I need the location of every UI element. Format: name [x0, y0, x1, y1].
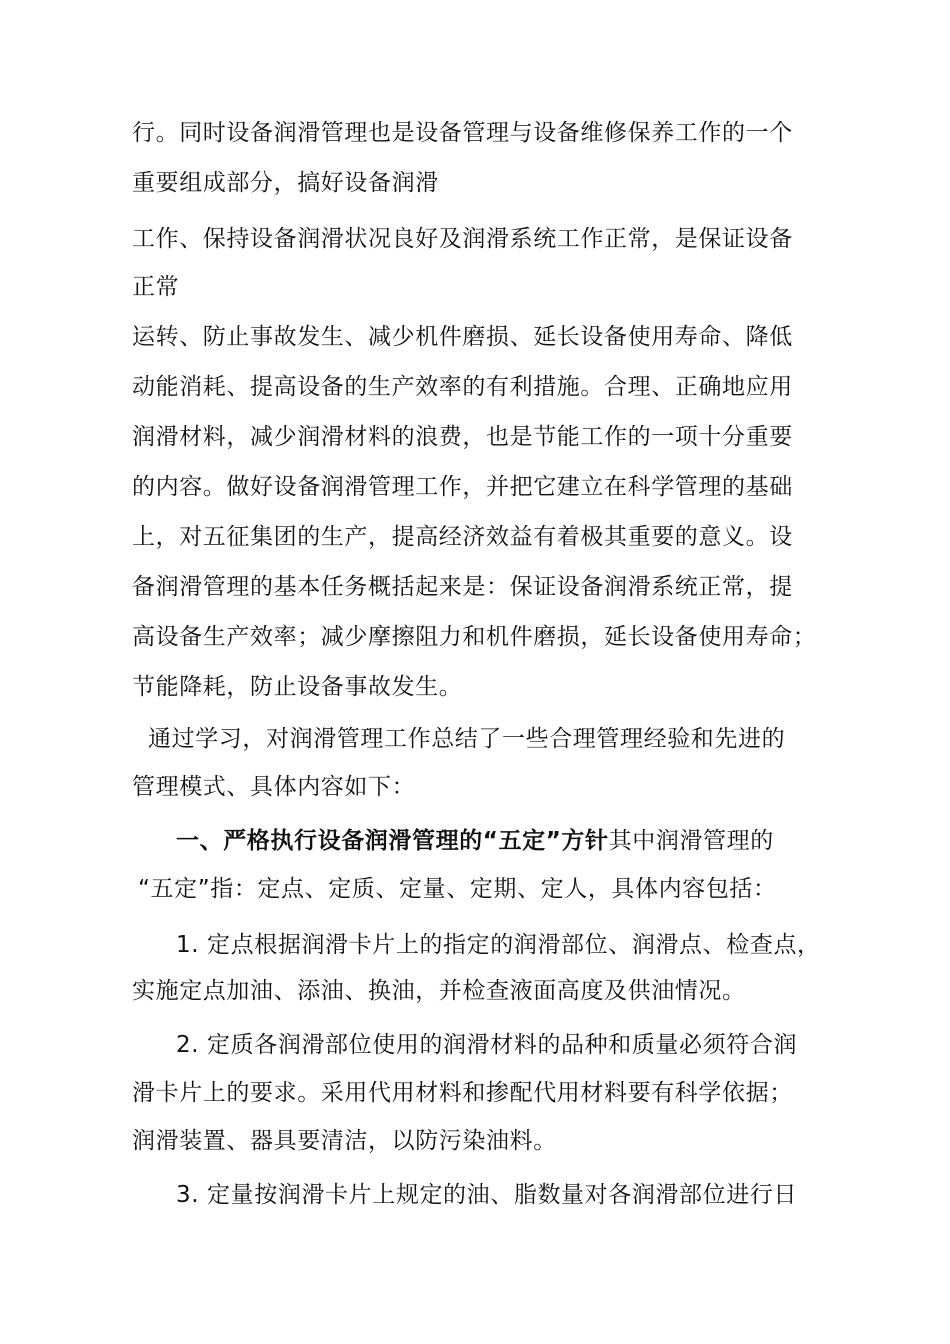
text-line: “五定”指：定点、定质、定量、定期、定人，具体内容包括： [138, 876, 777, 902]
text-line: 重要组成部分，搞好设备润滑 [132, 170, 439, 196]
text-line: 工作、保持设备润滑状况良好及润滑系统工作正常，是保证设备 [132, 226, 793, 252]
text-line: 节能降耗，防止设备事故发生。 [132, 674, 463, 700]
list-item-line: 2. 定质各润滑部位使用的润滑材料的品种和质量必须符合润 [176, 1032, 798, 1058]
section-heading [176, 826, 774, 856]
list-item-line: 3. 定量按润滑卡片上规定的油、脂数量对各润滑部位进行日 [176, 1182, 798, 1208]
text-line: 润滑材料，减少润滑材料的浪费，也是节能工作的一项十分重要 [132, 424, 793, 450]
text-line: 备润滑管理的基本任务概括起来是：保证设备润滑系统正常，提 [132, 574, 793, 600]
text-line: 行。同时设备润滑管理也是设备管理与设备维修保养工作的一个 [132, 120, 793, 146]
list-item-line: 1. 定点根据润滑卡片上的指定的润滑部位、润滑点、检查点， [176, 932, 821, 958]
list-item-line: 实施定点加油、添油、换油，并检查液面高度及供油情况。 [132, 978, 746, 1004]
list-item-line: 润滑装置、器具要清洁，以防污染油料。 [132, 1128, 557, 1154]
text-line: 通过学习，对润滑管理工作总结了一些合理管理经验和先进的 [148, 726, 786, 752]
text-line: 的内容。做好设备润滑管理工作，并把它建立在科学管理的基础 [132, 474, 793, 500]
list-item-line: 滑卡片上的要求。采用代用材料和掺配代用材料要有科学依据； [132, 1080, 793, 1106]
section-heading-rest: 其中润滑管理的 [608, 828, 774, 854]
text-line: 上，对五征集团的生产，提高经济效益有着极其重要的意义。设 [132, 524, 793, 550]
text-line: 动能消耗、提高设备的生产效率的有利措施。合理、正确地应用 [132, 374, 793, 400]
text-line: 运转、防止事故发生、减少机件磨损、延长设备使用寿命、降低 [132, 324, 793, 350]
text-line: 管理模式、具体内容如下： [132, 774, 416, 800]
text-line: 正常 [132, 274, 180, 300]
text-line: 高设备生产效率；减少摩擦阻力和机件磨损，延长设备使用寿命； [132, 624, 817, 650]
section-heading-bold: 一、严格执行设备润滑管理的“五定”方针 [176, 828, 609, 854]
